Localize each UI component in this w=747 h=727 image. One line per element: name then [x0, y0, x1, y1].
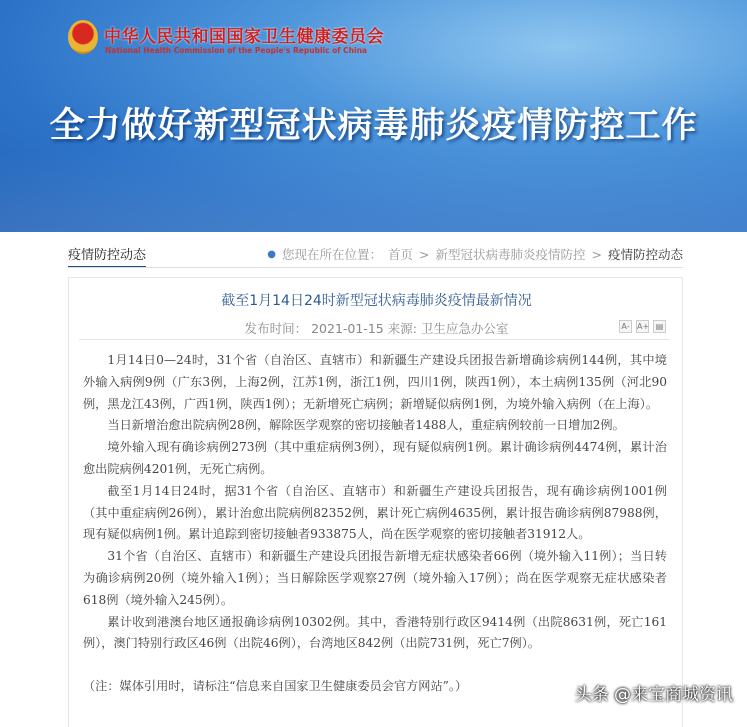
- breadcrumb: [267, 245, 683, 263]
- breadcrumb-home[interactable]: 首页: [387, 247, 413, 262]
- divider: [68, 267, 683, 268]
- breadcrumb-covid[interactable]: 新型冠状病毒肺炎疫情防控: [435, 247, 586, 262]
- paragraph: 1月14日0—24时，31个省（自治区、直辖市）和新疆生产建设兵团报告新增确诊病例144例，其中境外输入病例9例（广东3例，上海2例，江苏1例，浙江1例，四川1例，陕西1例），本土病例135例（河北90例，黑龙江43例，广西1例，陕西1例）；无新增死亡病例；新增疑似病例1例，为境外输入病例（在上海）。: [83, 353, 667, 411]
- article-body: [83, 350, 667, 698]
- font-increase-button[interactable]: A+: [637, 322, 650, 331]
- article-meta: 发布时间： 2021-01-15 来源: 卫生应急办公室: [244, 321, 509, 336]
- location-pin-icon: ●: [267, 248, 276, 260]
- national-emblem-icon: [68, 20, 98, 54]
- paragraph: 累计收到港澳台地区通报确诊病例10302例。其中，香港特别行政区9414例（出院8631例，死亡161例），澳门特别行政区46例（出院46例），台湾地区842例（出院731例，死亡7例）。: [83, 614, 667, 651]
- section-title[interactable]: 疫情防控动态: [68, 244, 146, 268]
- banner-title: 全力做好新型冠状病毒肺炎疫情防控工作: [49, 106, 698, 146]
- article-title: 截至1月14日24时新型冠状病毒肺炎疫情最新情况: [221, 293, 532, 309]
- chevron-right-icon: >: [419, 246, 430, 262]
- article: [68, 277, 683, 727]
- paragraph: 当日新增治愈出院病例28例，解除医学观察的密切接触者1488人，重症病例较前一日增加2例。: [107, 418, 625, 433]
- watermark: 头条 @来宝商城资讯: [574, 685, 733, 705]
- paragraph: 境外输入现有确诊病例273例（其中重症病例3例），现有疑似病例1例。累计确诊病例4474例，累计治愈出院病例4201例，无死亡病例。: [83, 440, 667, 476]
- print-icon[interactable]: ▤: [653, 320, 666, 333]
- org-name-cn[interactable]: 中华人民共和国国家卫生健康委员会: [104, 27, 384, 47]
- org-name-en: National Health Commission of the People's Republic of China: [105, 46, 367, 55]
- citation-note: （注：媒体引用时，请标注“信息来自国家卫生健康委员会官方网站”。）: [83, 679, 468, 694]
- banner: [0, 0, 747, 232]
- font-decrease-button[interactable]: A-: [619, 320, 632, 333]
- paragraph: 截至1月14日24时，据31个省（自治区、直辖市）和新疆生产建设兵团报告，现有确诊病例1001例（其中重症病例26例），累计治愈出院病例82352例，累计死亡病例4635例，累计报告确诊病例87988例，现有疑似病例1例。累计追踪到密切接触者933875人，尚在医学观察的密切接触者31912人。: [83, 483, 667, 542]
- divider: [79, 339, 669, 340]
- paragraph: 31个省（自治区、直辖市）和新疆生产建设兵团报告新增无症状感染者66例（境外输入11例）；当日转为确诊病例20例（境外输入1例）；当日解除医学观察27例（境外输入17例）；尚在医学观察无症状感染者618例（境外输入245例）。: [83, 549, 667, 607]
- breadcrumb-current[interactable]: 疫情防控动态: [607, 247, 683, 262]
- breadcrumb-label: 您现在所在位置：: [281, 247, 382, 262]
- chevron-right-icon: >: [591, 246, 602, 262]
